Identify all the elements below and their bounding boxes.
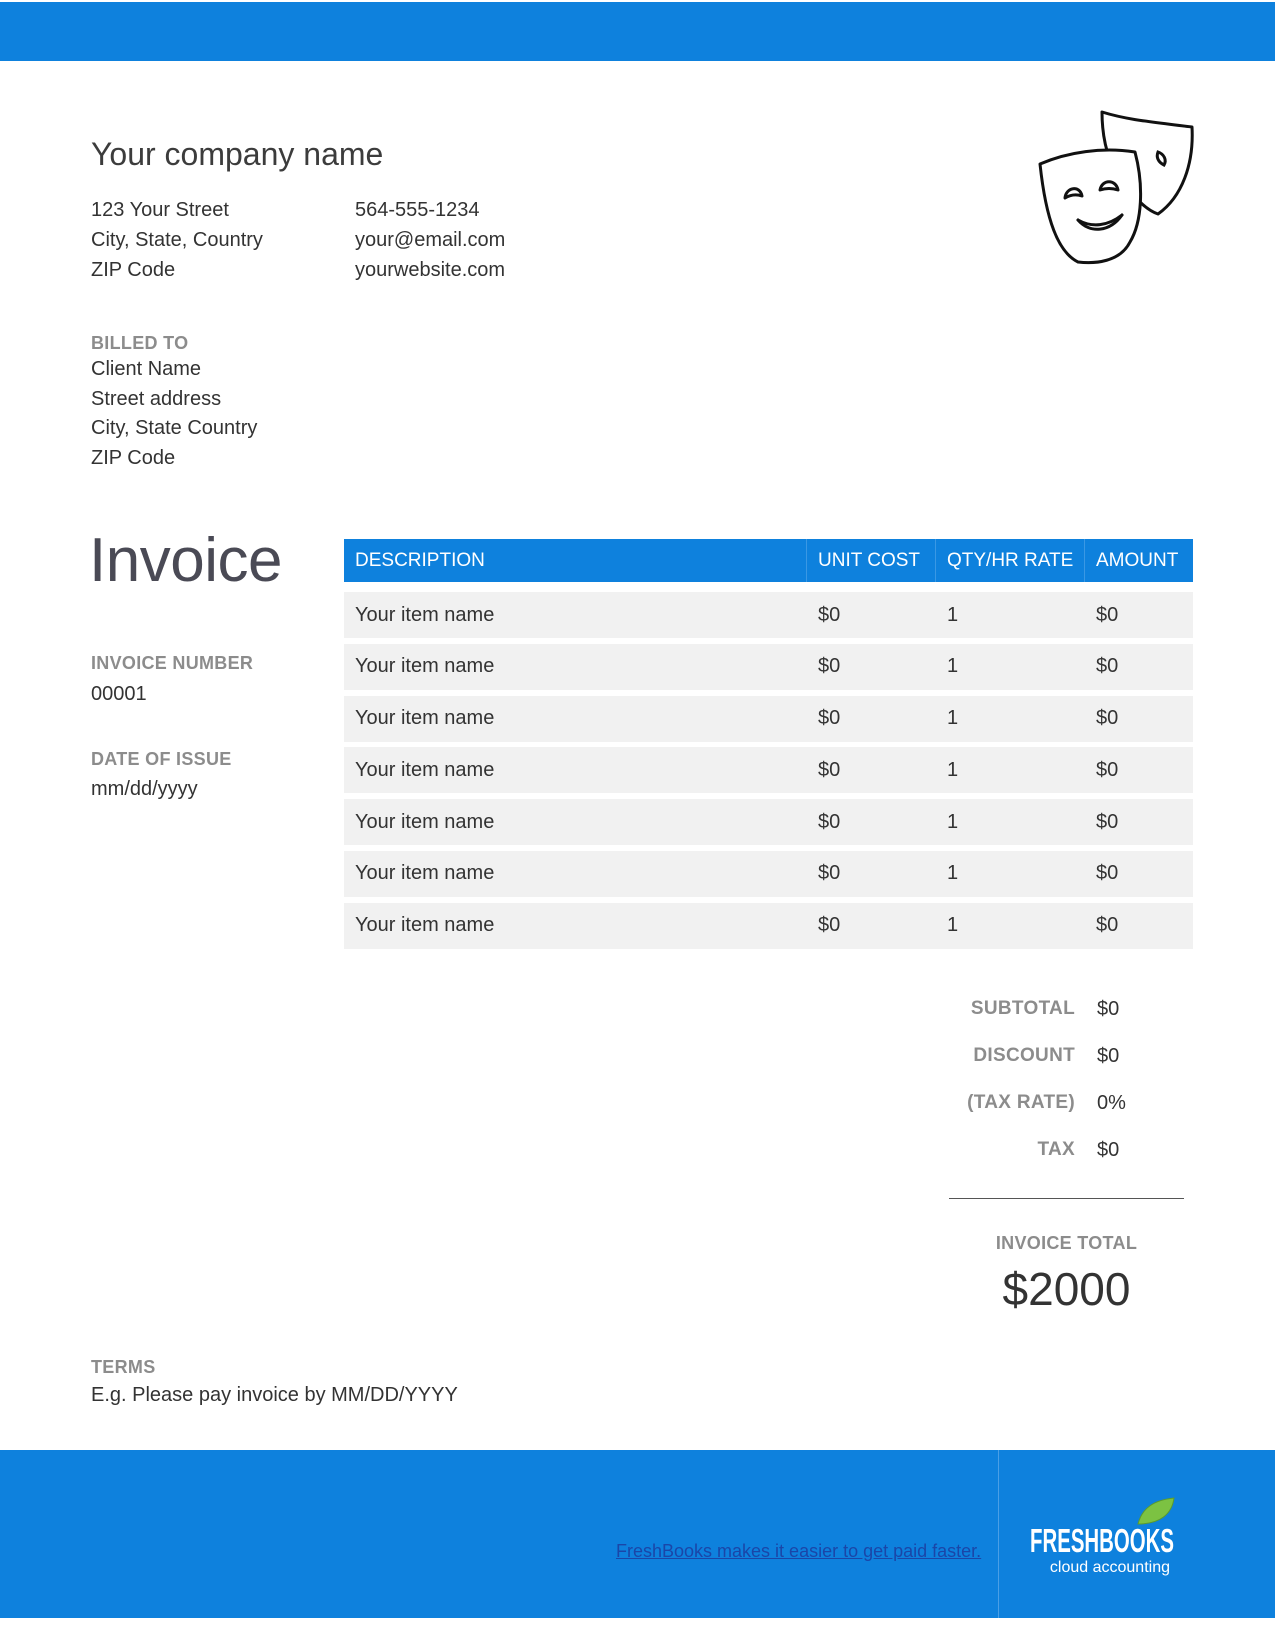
item-unit-cost: $0 [818,603,841,626]
tax-row [900,1139,1200,1169]
company-address [91,195,263,285]
item-unit-cost: $0 [818,758,841,781]
client-street: Street address [91,387,222,410]
invoice-number: 00001 [91,683,147,705]
tax-value: $0 [1097,1139,1120,1161]
item-description: Your item name [355,810,495,833]
freshbooks-promo-link[interactable]: FreshBooks makes it easier to get paid faster. [616,1541,982,1561]
item-unit-cost: $0 [818,914,841,937]
item-quantity: 1 [947,603,959,626]
billed-to-label: BILLED TO [91,333,189,353]
item-amount: $0 [1096,810,1119,833]
invoice-total-label: INVOICE TOTAL [995,1233,1138,1253]
discount-value: $0 [1097,1045,1120,1067]
item-amount: $0 [1096,707,1119,730]
item-description: Your item name [355,862,495,885]
invoice-title: Invoice [89,526,282,595]
company-website: yourwebsite.com [355,259,506,281]
terms-text: E.g. Please pay invoice by MM/DD/YYYY [91,1384,458,1406]
table-row [344,903,1193,949]
item-description: Your item name [355,655,495,678]
tax-rate-value: 0% [1097,1092,1126,1114]
client-zip: ZIP Code [91,446,176,469]
item-amount: $0 [1096,862,1119,885]
item-amount: $0 [1096,914,1119,937]
theater-masks-icon [1040,102,1205,267]
subtotal-row [900,998,1200,1028]
column-header: AMOUNT [1096,549,1179,571]
discount-row [900,1045,1200,1075]
company-contact [355,195,505,285]
column-header: DESCRIPTION [344,539,807,582]
invoice-total-value: $2000 [1002,1263,1131,1315]
item-quantity: 1 [947,862,959,885]
column-header: UNIT COST [807,539,936,582]
item-unit-cost: $0 [818,655,841,678]
item-unit-cost: $0 [818,707,841,730]
top-band [0,2,1275,61]
client-city: City, State Country [91,417,258,439]
address-line: 123 Your Street [91,199,229,221]
item-description: Your item name [355,914,495,937]
tax-label: TAX [1037,1139,1075,1160]
summary-divider [949,1198,1184,1199]
footer-band [0,1450,1275,1618]
table-row [344,696,1193,742]
table-row [344,799,1193,845]
freshbooks-logo [1030,1498,1180,1588]
subtotal-value: $0 [1097,998,1120,1020]
column-header: QTY/HR RATE [936,539,1085,582]
subtotal-label: SUBTOTAL [970,998,1075,1019]
item-unit-cost: $0 [818,862,841,885]
freshbooks-wordmark: FRESHBOOKS [1030,1522,1174,1559]
table-row [344,592,1193,638]
billed-to-block [91,355,257,473]
item-quantity: 1 [947,655,959,678]
discount-label: DISCOUNT [973,1045,1075,1066]
item-quantity: 1 [947,810,959,833]
item-amount: $0 [1096,603,1119,626]
table-row [344,644,1193,690]
company-name: Your company name [91,136,384,172]
item-amount: $0 [1096,655,1119,678]
item-quantity: 1 [947,758,959,781]
item-unit-cost: $0 [818,810,841,833]
freshbooks-tagline: cloud accounting [1049,1559,1170,1576]
item-quantity: 1 [947,914,959,937]
table-row [344,747,1193,793]
tax-rate-row [900,1092,1200,1122]
line-items-table [344,539,1193,955]
table-row [344,851,1193,897]
address-line: City, State, Country [91,229,263,251]
item-amount: $0 [1096,758,1119,781]
date-of-issue: mm/dd/yyyy [91,778,198,800]
address-line: ZIP Code [91,259,176,281]
date-of-issue-label: DATE OF ISSUE [91,749,232,769]
tax-rate-label: (TAX RATE) [967,1092,1075,1113]
item-description: Your item name [355,707,495,730]
table-header [344,539,1193,582]
item-description: Your item name [355,758,495,781]
company-phone: 564-555-1234 [355,199,480,221]
client-name: Client Name [91,358,202,380]
footer-divider [998,1450,999,1618]
item-description: Your item name [355,603,495,626]
invoice-number-label: INVOICE NUMBER [91,653,254,673]
item-quantity: 1 [947,707,959,730]
freshbooks-leaf-icon [1138,1498,1174,1524]
terms-label: TERMS [91,1357,156,1377]
company-email: your@email.com [355,229,506,251]
